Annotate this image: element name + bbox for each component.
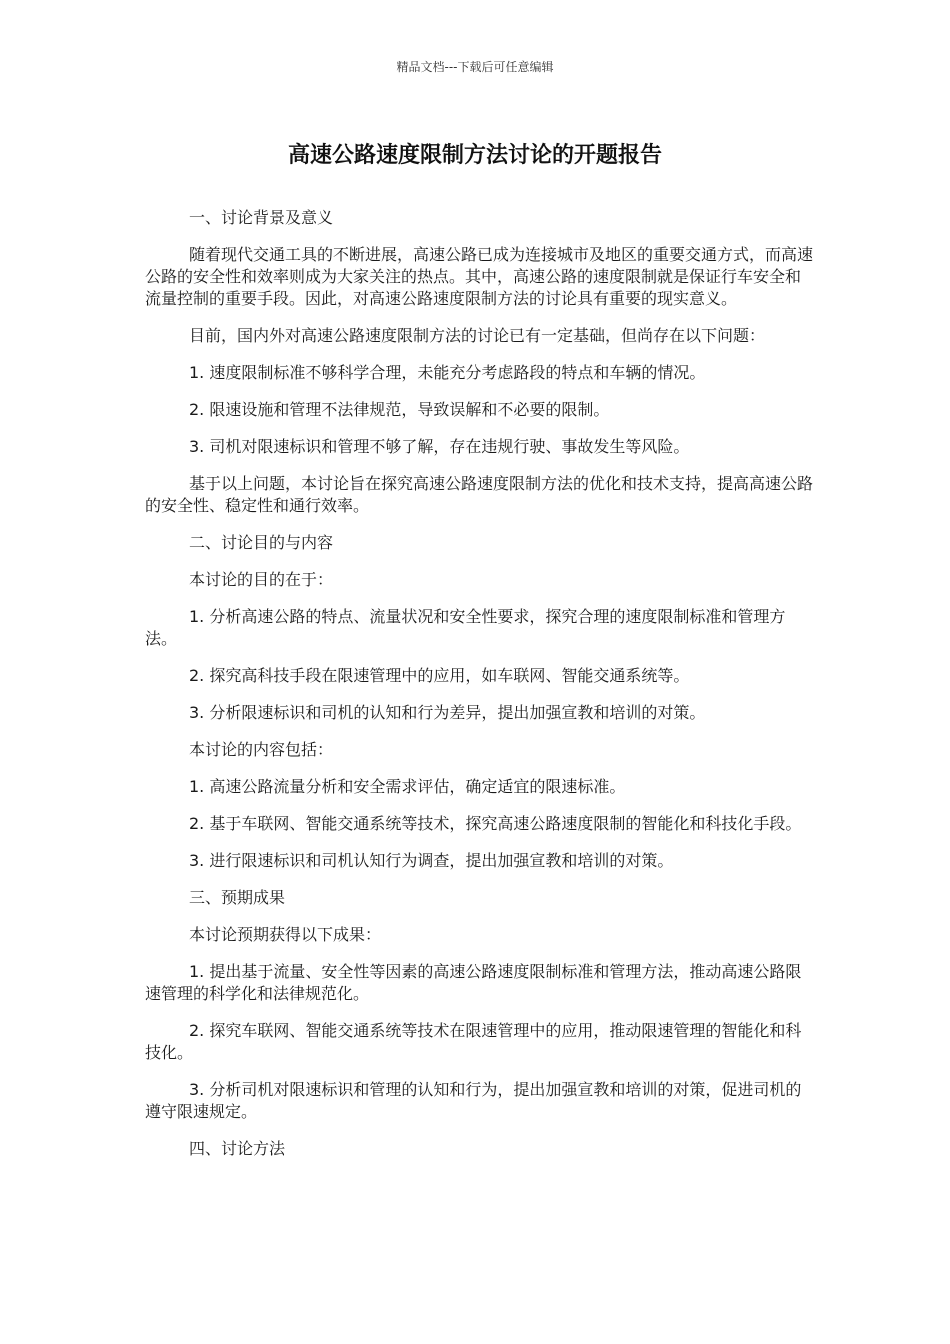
paragraph-current-problems: 目前，国内外对高速公路速度限制方法的讨论已有一定基础，但尚存在以下问题： bbox=[189, 326, 766, 345]
paragraph-results-intro: 本讨论预期获得以下成果： bbox=[189, 925, 382, 944]
list-item-objective-1: 1. 分析高速公路的特点、流量状况和安全性要求，探究合理的速度限制标准和管理方法。 bbox=[145, 607, 786, 648]
paragraph-background: 随着现代交通工具的不断进展，高速公路已成为连接城市及地区的重要交通方式，而高速公路的安全性和效率则成为大家关注的热点。其中，高速公路的速度限制就是保证行车安全和流量控制的重要手段。因此，对高速公路速度限制方法的讨论具有重要的现实意义。 bbox=[145, 245, 814, 308]
paragraph-content-intro: 本讨论的内容包括： bbox=[189, 740, 334, 759]
header-note: 精品文档---下载后可任意编辑 bbox=[396, 60, 554, 74]
list-item-result-1: 1. 提出基于流量、安全性等因素的高速公路速度限制标准和管理方法，推动高速公路限速管理的科学化和法律规范化。 bbox=[145, 962, 802, 1003]
document-body bbox=[145, 207, 815, 1175]
section-heading-expected-results: 三、预期成果 bbox=[189, 888, 286, 907]
section-heading-methods: 四、讨论方法 bbox=[189, 1139, 286, 1158]
list-item-problem-2: 2. 限速设施和管理不法律规范，导致误解和不必要的限制。 bbox=[189, 400, 610, 419]
paragraph-aim: 基于以上问题，本讨论旨在探究高速公路速度限制方法的优化和技术支持，提高高速公路的安全性、稳定性和通行效率。 bbox=[145, 474, 814, 515]
list-item-content-1: 1. 高速公路流量分析和安全需求评估，确定适宜的限速标准。 bbox=[189, 777, 626, 796]
section-heading-background: 一、讨论背景及意义 bbox=[189, 208, 334, 227]
list-item-content-3: 3. 进行限速标识和司机认知行为调查，提出加强宣教和培训的对策。 bbox=[189, 851, 674, 870]
document-title: 高速公路速度限制方法讨论的开题报告 bbox=[287, 143, 662, 168]
list-item-objective-3: 3. 分析限速标识和司机的认知和行为差异，提出加强宣教和培训的对策。 bbox=[189, 703, 706, 722]
list-item-result-2: 2. 探究车联网、智能交通系统等技术在限速管理中的应用，推动限速管理的智能化和科技化。 bbox=[145, 1021, 802, 1062]
list-item-content-2: 2. 基于车联网、智能交通系统等技术，探究高速公路速度限制的智能化和科技化手段。 bbox=[189, 814, 802, 833]
paragraph-objectives-intro: 本讨论的目的在于： bbox=[189, 570, 334, 589]
list-item-objective-2: 2. 探究高科技手段在限速管理中的应用，如车联网、智能交通系统等。 bbox=[189, 666, 690, 685]
section-heading-objectives: 二、讨论目的与内容 bbox=[189, 533, 334, 552]
list-item-result-3: 3. 分析司机对限速标识和管理的认知和行为，提出加强宣教和培训的对策，促进司机的遵守限速规定。 bbox=[145, 1080, 802, 1121]
list-item-problem-1: 1. 速度限制标准不够科学合理，未能充分考虑路段的特点和车辆的情况。 bbox=[189, 363, 706, 382]
list-item-problem-3: 3. 司机对限速标识和管理不够了解，存在违规行驶、事故发生等风险。 bbox=[189, 437, 690, 456]
